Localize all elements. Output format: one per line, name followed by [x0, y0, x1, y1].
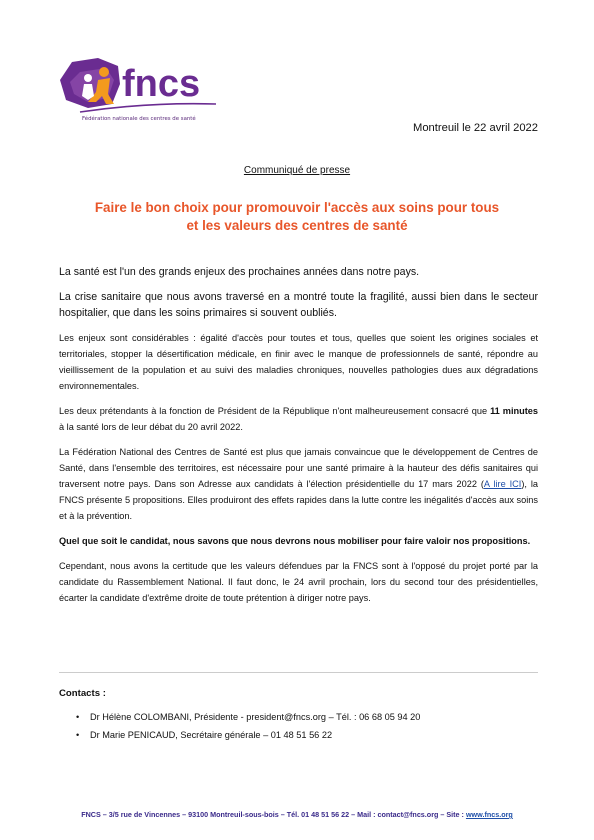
paragraph-3: Les enjeux sont considérables : égalité d'accès pour toutes et tous, quelles que soient les origines sociales et territoriales, stopper la désertification médicale, en finir avec le manque de professionnels de santé, répondre au vieillissement de la population et au suivi des maladies chroniques, nouvelles pathologies dues aux dégradations environnementales.	[59, 333, 538, 391]
contacts-list	[76, 708, 420, 744]
press-release-label: Communiqué de presse	[243, 165, 351, 176]
paragraph-4-text-b: à la santé lors de leur débat du 20 avril 2022.	[59, 422, 243, 432]
divider	[59, 672, 538, 673]
contact-item: • Dr Hélène COLOMBANI, Présidente - president@fncs.org – Tél. : 06 68 05 94 20	[76, 708, 420, 726]
paragraph-1: La santé est l'un des grands enjeux des prochaines années dans notre pays.	[59, 266, 420, 278]
read-here-link[interactable]: A lire ICI	[483, 479, 522, 489]
paragraph-4-emphasis: 11 minutes	[490, 406, 538, 416]
contacts-title: Contacts :	[59, 688, 106, 699]
paragraph-5-text-b: ), la FNCS présente 5 propositions. Elles produiront des effets rapides dans la lutte contre les inégalités d'accès aux soins et à la prévention.	[59, 479, 539, 521]
paragraph-2: La crise sanitaire que nous avons traversé en a montré toute la fragilité, aussi bien dans le secteur hospitalier, que dans les soins primaires si souvent oubliés.	[59, 291, 538, 319]
logo-tagline: Fédération nationale des centres de santé	[82, 116, 196, 122]
logo-wordmark: fncs	[122, 63, 201, 105]
footer	[0, 810, 594, 819]
body-text	[59, 264, 538, 606]
paragraph-5	[59, 444, 538, 524]
headline-line-2: et les valeurs des centres de santé	[186, 218, 408, 233]
headline-line-1: Faire le bon choix pour promouvoir l'accès aux soins pour tous	[94, 200, 500, 215]
document-date: Montreuil le 22 avril 2022	[413, 122, 538, 134]
paragraph-4	[59, 403, 538, 435]
paragraph-6: Quel que soit le candidat, nous savons que nous devrons nous mobiliser pour faire valoir nos propositions.	[59, 536, 531, 546]
paragraph-7: Cependant, nous avons la certitude que les valeurs défendues par la FNCS sont à l'opposé du projet porté par la candidate du Rassemblement National. Il faut donc, le 24 avril prochain, lors du second tour des présidentielles, écarter la candidate d'extrême droite de toute prétention à diriger notre pays.	[59, 561, 538, 603]
footer-text: FNCS – 3/5 rue de Vincennes – 93100 Montreuil-sous-bois – Tél. 01 48 51 56 22 – Mail : contact@fncs.org – Site :	[81, 810, 466, 819]
paragraph-4-text-a: Les deux prétendants à la fonction de Président de la République n'ont malheureusement consacré que	[59, 406, 491, 416]
paragraph-5-text-a: La Fédération National des Centres de Santé est plus que jamais convaincue que le développement de Centres de Santé, dans l'ensemble des territoires, est nécessaire pour une santé primaire à la hauteur des défis sanitaires qui traversent notre pays. Dans son Adresse aux candidats à l'élection présidentielle du 17 mars 2022 (	[59, 447, 538, 489]
headline	[0, 199, 594, 235]
contact-item: • Dr Marie PENICAUD, Secrétaire générale – 01 48 51 56 22	[76, 726, 420, 744]
footer-site-link[interactable]: www.fncs.org	[465, 810, 513, 819]
